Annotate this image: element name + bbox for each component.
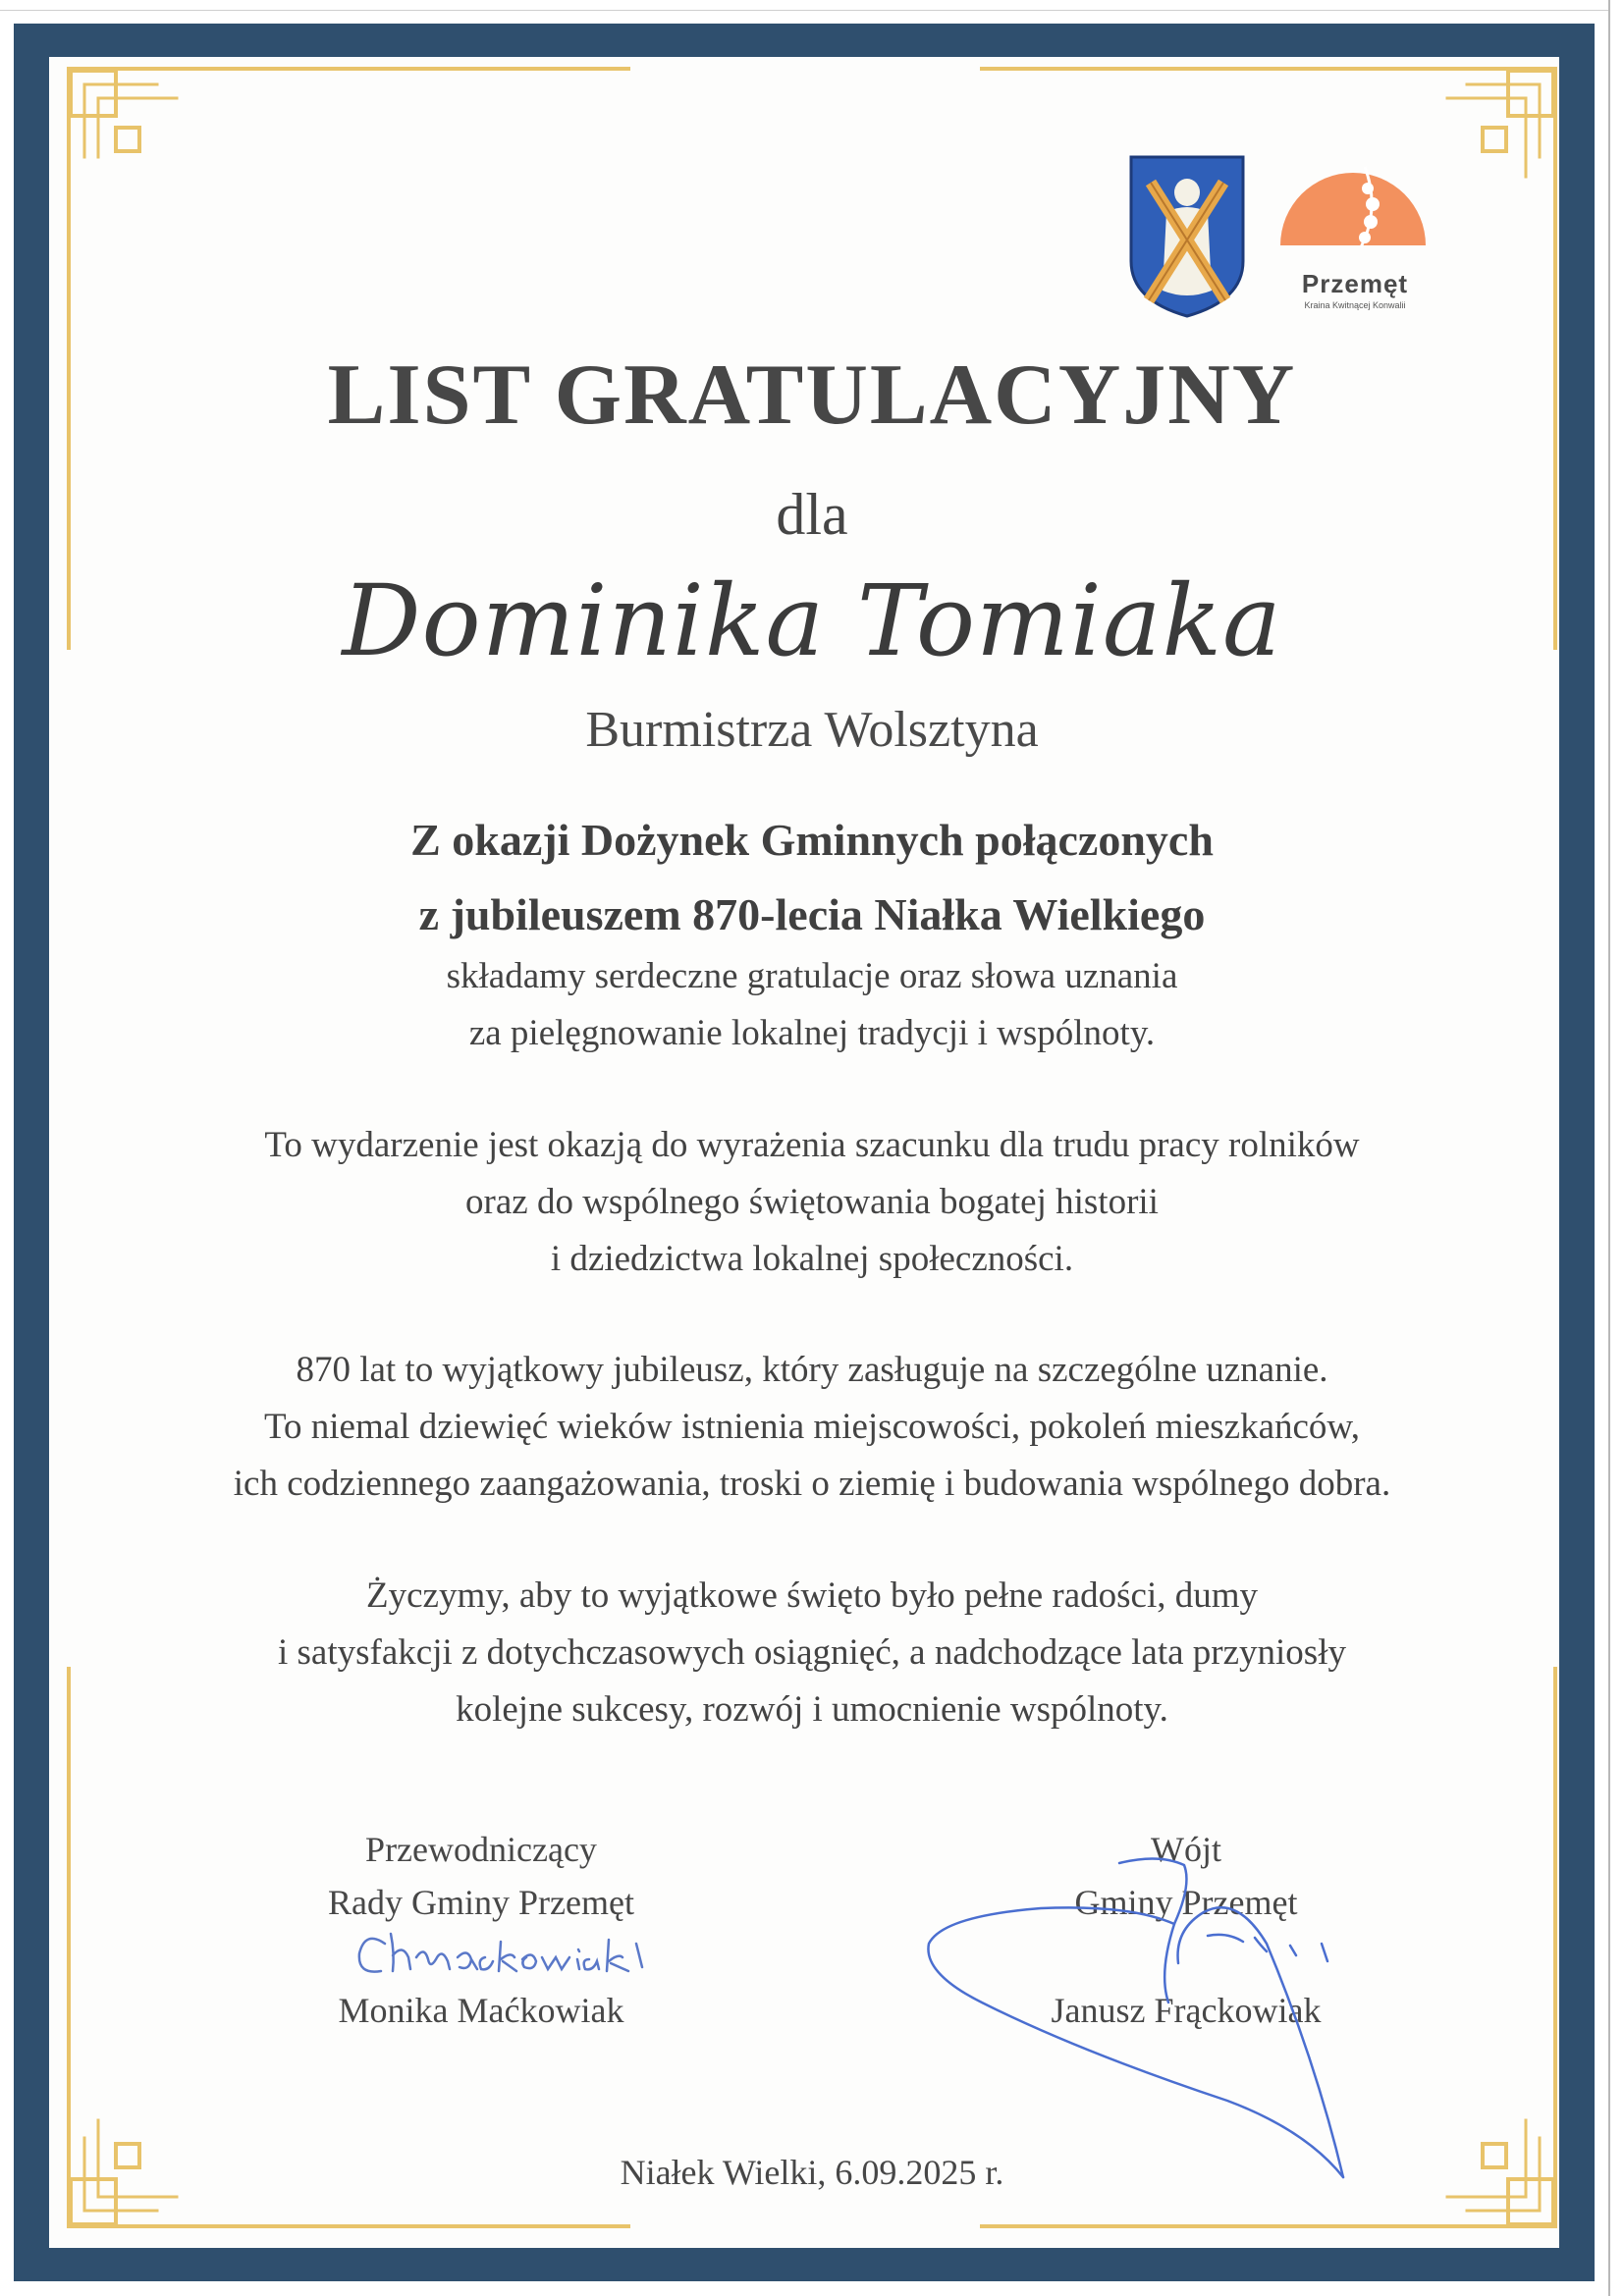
paragraph-line: kolejne sukcesy, rozwój i umocnienie wspólnoty. xyxy=(456,1689,1168,1730)
logo-wordmark: Przemęt xyxy=(1301,269,1409,298)
signatory-role: Wójt xyxy=(1151,1830,1221,1869)
paragraph-congratulations xyxy=(0,948,1624,1062)
signatory-left xyxy=(285,1823,677,2037)
signatory-role: Przewodniczący xyxy=(365,1830,597,1869)
occasion-line: Z okazji Dożynek Gminnych połączonych xyxy=(410,815,1214,865)
paragraph-line: 870 lat to wyjątkowy jubileusz, który zasługuje na szczególne uznanie. xyxy=(296,1350,1328,1390)
for-label: dla xyxy=(776,482,848,547)
paragraph-wishes xyxy=(0,1568,1624,1738)
signatory-right xyxy=(990,1823,1382,2037)
paragraph-jubilee xyxy=(0,1342,1624,1513)
paragraph-event xyxy=(0,1117,1624,1288)
certificate-title: LIST GRATULACYJNY xyxy=(327,347,1297,443)
logo-tagline: Kraina Kwitnącej Konwalii xyxy=(1304,300,1406,310)
paragraph-line: To niemal dziewięć wieków istnienia miejscowości, pokoleń mieszkańców, xyxy=(264,1407,1360,1447)
recipient-name: Dominika Tomiaka xyxy=(342,563,1282,678)
occasion-heading xyxy=(0,803,1624,952)
paragraph-line: za pielęgnowanie lokalnej tradycji i wspólnoty. xyxy=(468,1013,1156,1053)
paragraph-line: ich codziennego zaangażowania, troski o ziemię i budowania wspólnego dobra. xyxy=(233,1464,1391,1504)
coat-of-arms-icon xyxy=(1127,153,1247,320)
paragraph-line: oraz do wspólnego świętowania bogatej historii xyxy=(465,1182,1159,1222)
paragraph-line: i satysfakcji z dotychczasowych osiągnięć, a nadchodzące lata przyniosły xyxy=(278,1632,1346,1673)
signatory-name: Janusz Frąckowiak xyxy=(1051,1991,1322,2030)
paragraph-line: składamy serdeczne gratulacje oraz słowa uznania xyxy=(446,956,1178,996)
paragraph-line: Życzymy, aby to wyjątkowe święto było pełne radości, dumy xyxy=(366,1575,1258,1616)
place-and-date: Niałek Wielki, 6.09.2025 r. xyxy=(620,2153,1004,2192)
paragraph-line: i dziedzictwa lokalnej społeczności. xyxy=(550,1239,1074,1279)
signatory-name: Monika Maćkowiak xyxy=(338,1991,624,2030)
paragraph-line: To wydarzenie jest okazją do wyrażenia szacunku dla trudu pracy rolników xyxy=(264,1125,1360,1165)
signatory-body: Rady Gminy Przemęt xyxy=(328,1883,634,1922)
signatory-body: Gminy Przemęt xyxy=(1074,1883,1298,1922)
recipient-role: Burmistrza Wolsztyna xyxy=(585,702,1039,758)
occasion-line: z jubileuszem 870-lecia Niałka Wielkiego xyxy=(418,889,1206,939)
